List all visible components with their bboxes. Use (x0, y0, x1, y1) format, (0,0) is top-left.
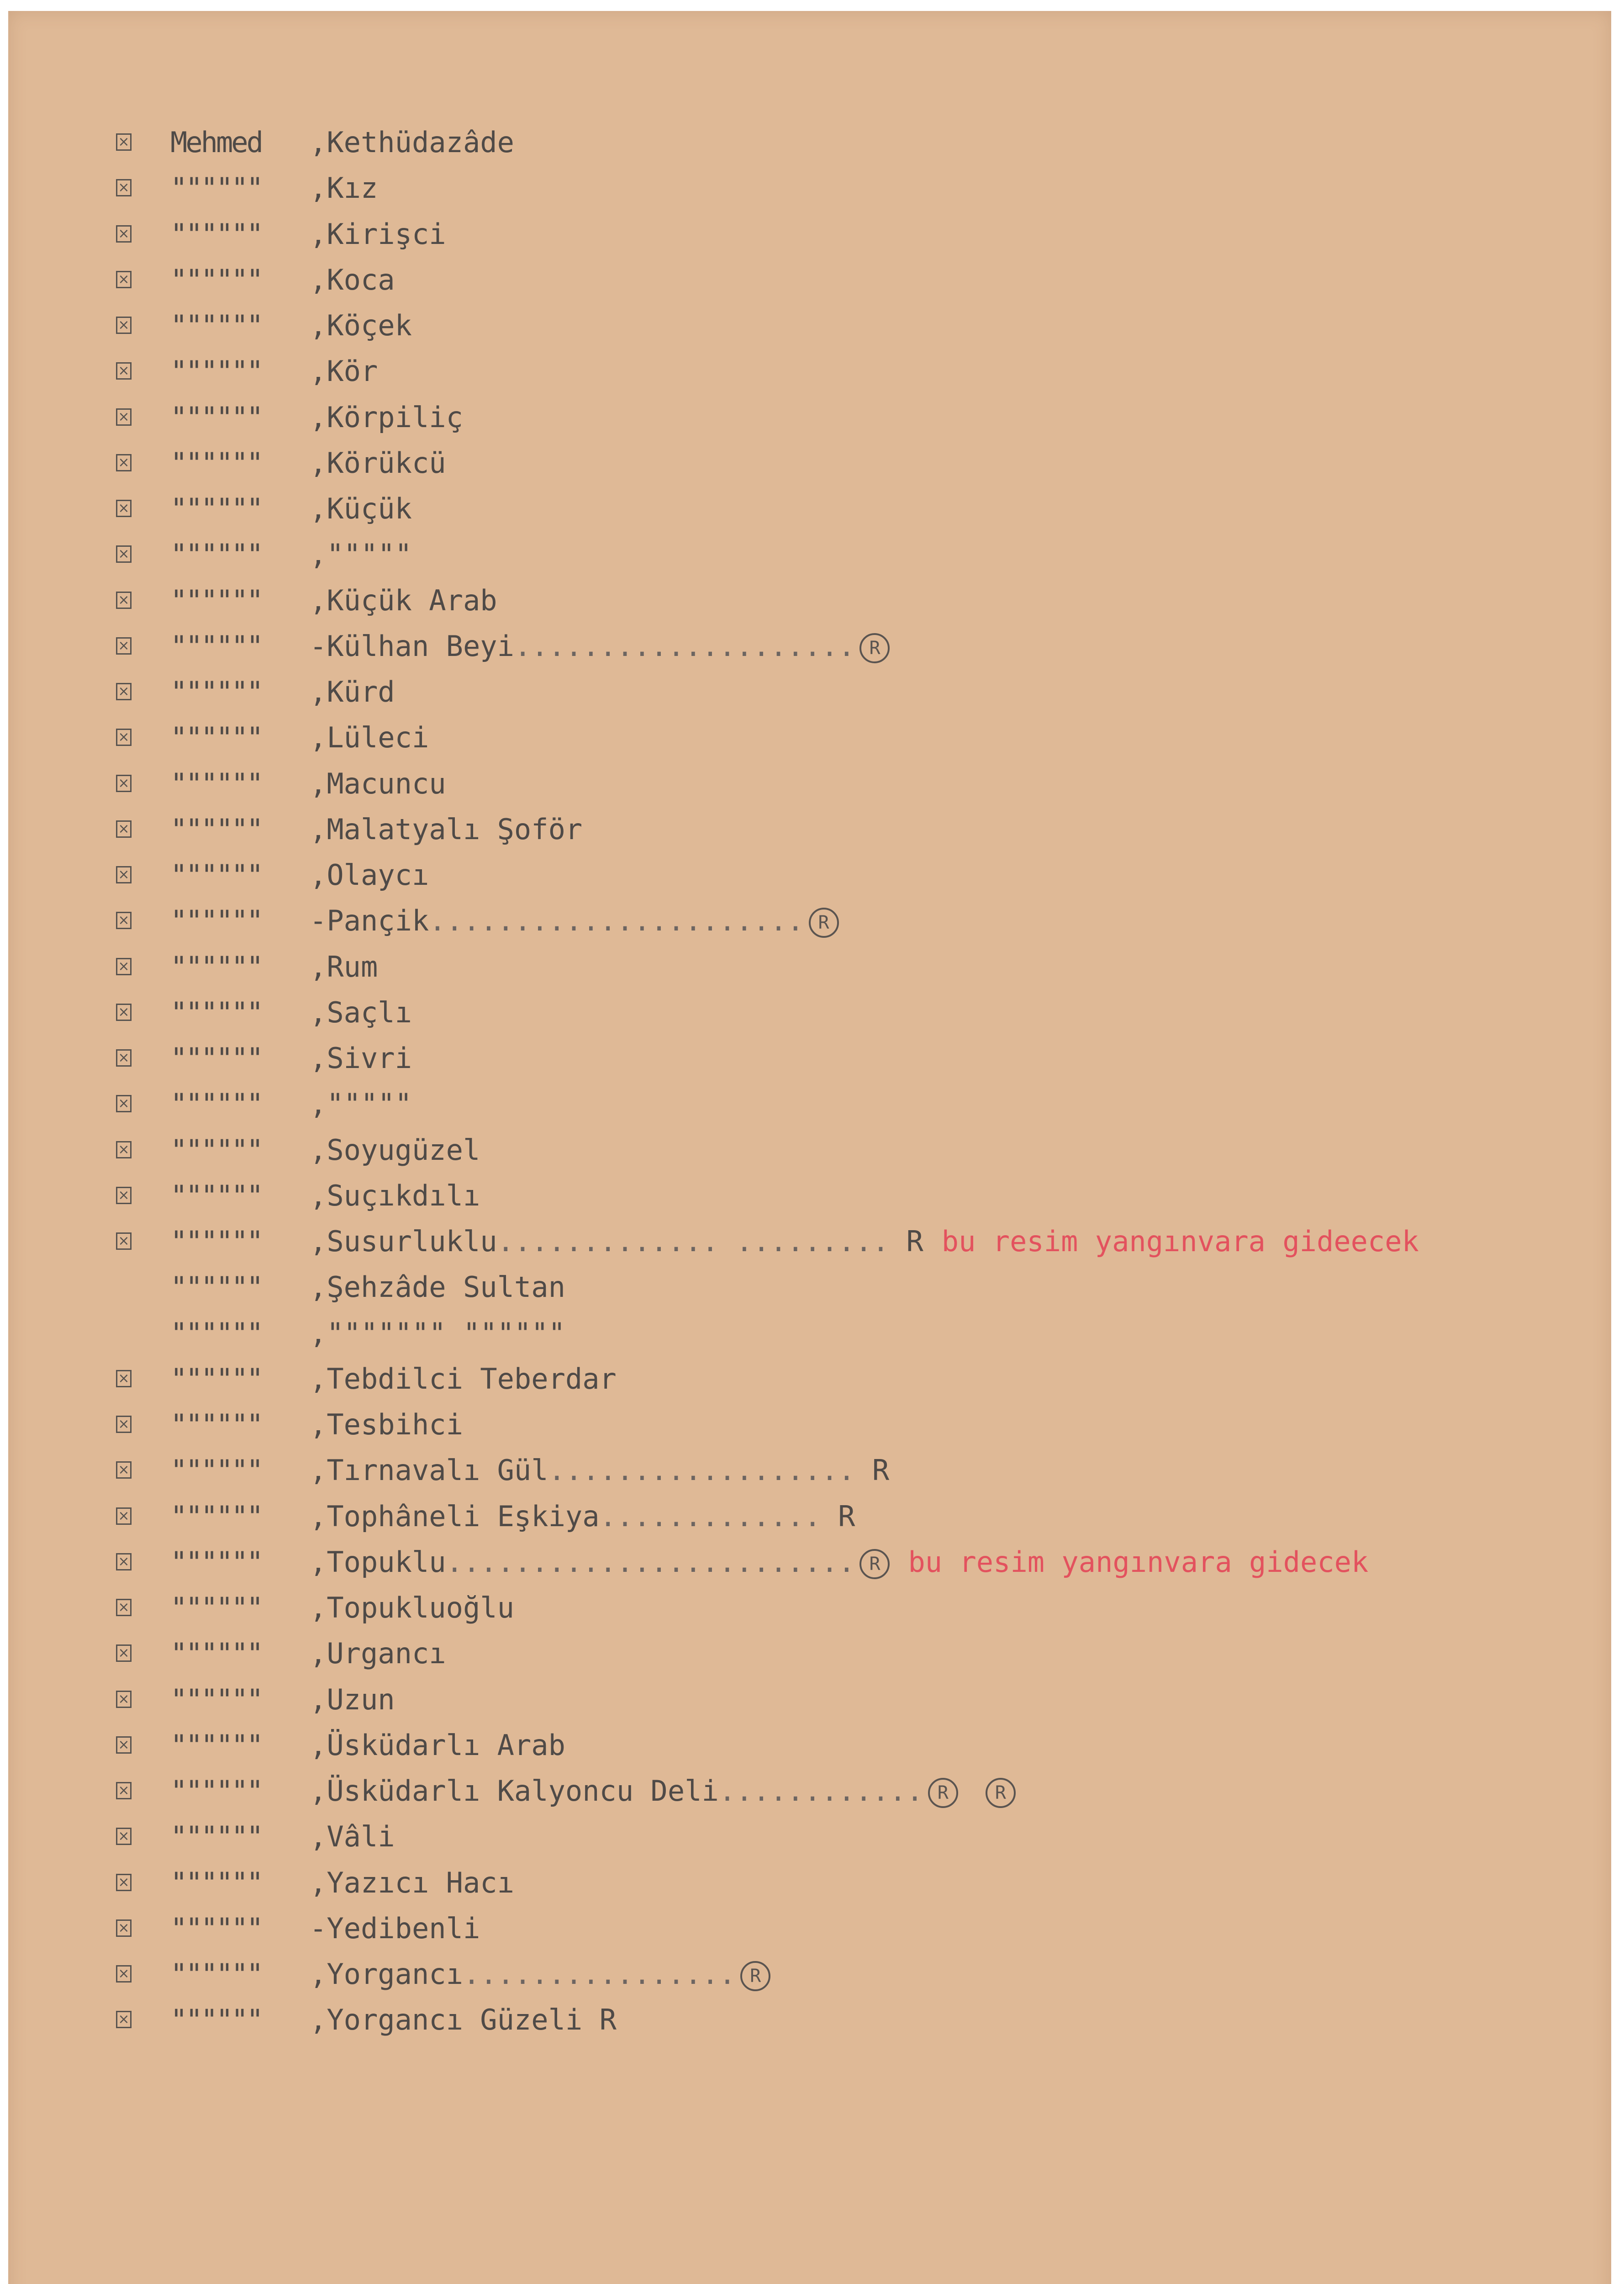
given-name: """""" (170, 812, 262, 846)
r-mark: R (906, 1225, 923, 1258)
circled-r-stamp-icon: R (740, 1961, 770, 1991)
checkbox-mark-icon (116, 775, 132, 792)
entry-name-group (310, 303, 412, 349)
entry-name: -Külhan Beyi (310, 629, 514, 663)
entry-name-group (310, 990, 412, 1036)
entry-name: ,Küçük Arab (310, 583, 497, 617)
entry-name-group (310, 1081, 412, 1127)
list-item (8, 1219, 1611, 1264)
list-item (8, 1768, 1611, 1814)
entry-name-group (310, 1585, 514, 1631)
entry-name: ,Vâli (310, 1820, 395, 1854)
entry-name: ,Yazıcı Hacı (310, 1866, 514, 1899)
checkbox-mark-icon (116, 1049, 132, 1067)
checkbox-mark-icon (116, 179, 132, 196)
entry-name: ,Sivri (310, 1042, 412, 1075)
checkbox-mark-icon (116, 1232, 132, 1250)
given-name: """""" (170, 904, 262, 938)
checkbox-mark-icon (116, 912, 132, 929)
list-item (8, 1906, 1611, 1951)
leader-dots: ............. (599, 1499, 821, 1533)
given-name: """""" (170, 538, 262, 571)
entry-name-group (310, 578, 497, 624)
leader-dots: ............ (718, 1774, 923, 1808)
given-name: """""" (170, 1179, 262, 1212)
list-item (8, 1081, 1611, 1127)
entry-name-group (310, 1173, 480, 1219)
r-mark: R (838, 1499, 855, 1533)
red-note: bu resim yangınvara gidecek (908, 1545, 1369, 1579)
list-item (8, 165, 1611, 211)
given-name: """""" (170, 1225, 262, 1258)
given-name: """""" (170, 2003, 262, 2037)
entry-name-group (310, 1631, 446, 1676)
checkbox-mark-icon (116, 1553, 132, 1570)
entry-name: ,Olaycı (310, 858, 429, 892)
given-name: """""" (170, 1270, 262, 1304)
entry-name-group (310, 1219, 1419, 1264)
list-item (8, 1402, 1611, 1448)
given-name: """""" (170, 446, 262, 480)
list-item (8, 257, 1611, 303)
leader-dots: ........................ (446, 1545, 855, 1579)
entry-name: ,Üsküdarlı Arab (310, 1728, 565, 1762)
checkbox-mark-icon (116, 317, 132, 334)
entry-name: ,Suçıkdılı (310, 1179, 480, 1212)
list-item (8, 211, 1611, 257)
entry-name-group (310, 1906, 480, 1951)
entry-name: -Yedibenli (310, 1911, 480, 1945)
checkbox-mark-icon (116, 362, 132, 380)
entry-name-group (310, 165, 378, 211)
list-item (8, 395, 1611, 440)
checkbox-mark-icon (116, 1736, 132, 1754)
given-name: """""" (170, 1545, 262, 1579)
entry-name: ,Şehzâde Sultan (310, 1270, 565, 1304)
entry-name-group (310, 211, 446, 257)
entry-name: -Pançik (310, 904, 429, 938)
given-name: """""" (170, 492, 262, 525)
entry-name-group (310, 1448, 889, 1493)
checkbox-mark-icon (116, 820, 132, 838)
given-name: """""" (170, 1408, 262, 1441)
entry-name-group (310, 1264, 565, 1310)
entry-name: ,Malatyalı Şoför (310, 812, 583, 846)
list-item (8, 1723, 1611, 1768)
list-item (8, 898, 1611, 944)
entry-name: ,Macuncu (310, 767, 446, 800)
given-name: """""" (170, 1728, 262, 1762)
entry-name: ,Yorgancı Güzeli (310, 2003, 583, 2037)
entry-name-group (310, 1997, 617, 2043)
list-item (8, 669, 1611, 715)
checkbox-mark-icon (116, 2011, 132, 2028)
given-name: """""" (170, 309, 262, 342)
given-name: """""" (170, 1682, 262, 1716)
entry-name: ,Tophâneli Eşkiya (310, 1499, 600, 1533)
checkbox-mark-icon (116, 958, 132, 975)
entry-name: ,Tesbihci (310, 1408, 463, 1441)
entry-name-group (310, 715, 429, 761)
checkbox-mark-icon (116, 545, 132, 563)
entry-name: ,Susurluklu (310, 1225, 497, 1258)
entry-name: ,Urgancı (310, 1637, 446, 1671)
checkbox-mark-icon (116, 1507, 132, 1525)
given-name: """""" (170, 1454, 262, 1487)
red-note: bu resim yangınvara gideecek (941, 1225, 1419, 1258)
entry-name-group (310, 669, 395, 715)
list-item (8, 532, 1611, 577)
entry-name: ,Soyugüzel (310, 1133, 480, 1167)
given-name: """""" (170, 1774, 262, 1808)
given-name: """""" (170, 400, 262, 434)
list-item (8, 1814, 1611, 1860)
given-name: """""" (170, 1866, 262, 1899)
leader-dots: .................. (548, 1454, 855, 1487)
given-name: """""" (170, 1499, 262, 1533)
list-item (8, 1127, 1611, 1173)
entry-name: ,Koca (310, 263, 395, 296)
list-item (8, 440, 1611, 486)
given-name: """""" (170, 1316, 262, 1350)
entry-name-group (310, 1311, 565, 1356)
circled-r-stamp-icon: R (986, 1778, 1016, 1808)
entry-name-group (310, 1768, 1016, 1814)
checkbox-mark-icon (116, 1691, 132, 1708)
checkbox-mark-icon (116, 1828, 132, 1845)
entry-name-group (310, 1860, 514, 1906)
checkbox-mark-icon (116, 1782, 132, 1799)
list-item (8, 807, 1611, 852)
list-item (8, 1951, 1611, 1997)
entry-name-group (310, 761, 446, 807)
entry-name-group (310, 1539, 1368, 1585)
given-name: """""" (170, 217, 262, 251)
checkbox-mark-icon (116, 637, 132, 655)
checkbox-mark-icon (116, 1919, 132, 1937)
checkbox-mark-icon (116, 1599, 132, 1616)
list-item (8, 624, 1611, 669)
given-name: """""" (170, 583, 262, 617)
entry-name: ,Kız (310, 171, 378, 205)
given-name: """""" (170, 995, 262, 1029)
given-name: """""" (170, 858, 262, 892)
entry-name-group (310, 1814, 395, 1860)
circled-r-stamp-icon: R (859, 1549, 890, 1579)
list-item (8, 1585, 1611, 1631)
checkbox-mark-icon (116, 592, 132, 609)
circled-r-stamp-icon: R (928, 1778, 958, 1808)
list-item (8, 990, 1611, 1036)
entry-name-group (310, 120, 514, 165)
leader-dots: ...................... (429, 904, 804, 938)
entry-name: ,Kethüdazâde (310, 126, 514, 159)
entry-name-group (310, 1036, 412, 1081)
entry-name: ,""""" (310, 1087, 412, 1121)
given-name: """""" (170, 721, 262, 755)
entry-name-group (310, 624, 890, 669)
entry-name: ,Uzun (310, 1682, 395, 1716)
checkbox-mark-icon (116, 1965, 132, 1983)
entry-name-group (310, 1494, 855, 1539)
checkbox-mark-icon (116, 454, 132, 471)
checkbox-mark-icon (116, 1004, 132, 1021)
given-name: """""" (170, 1957, 262, 1991)
entry-name: ,Körükcü (310, 446, 446, 480)
list-item (8, 1173, 1611, 1219)
checkbox-mark-icon (116, 683, 132, 700)
entry-name: ,Tırnavalı Gül (310, 1454, 548, 1487)
list-item (8, 1860, 1611, 1906)
leader-dots: ............. ......... (497, 1225, 890, 1258)
list-item (8, 944, 1611, 990)
entry-name: ,Kürd (310, 675, 395, 708)
entry-name-group (310, 898, 839, 944)
checkbox-mark-icon (116, 1370, 132, 1387)
list-item (8, 578, 1611, 624)
given-name: """""" (170, 675, 262, 708)
list-item (8, 715, 1611, 761)
list-item (8, 1539, 1611, 1585)
given-name: """""" (170, 171, 262, 205)
entry-name: ,Körpiliç (310, 400, 463, 434)
entry-name-group (310, 1402, 463, 1448)
entry-name: ,Topukluoğlu (310, 1591, 514, 1624)
checkbox-mark-icon (116, 408, 132, 426)
entry-name: ,Lüleci (310, 721, 429, 755)
entry-name-group (310, 1723, 565, 1768)
r-mark: R (872, 1454, 890, 1487)
entry-name-group (310, 486, 412, 532)
list-item (8, 1494, 1611, 1539)
given-name: """""" (170, 629, 262, 663)
checkbox-mark-icon (116, 1187, 132, 1204)
entry-name: ,Tebdilci Teberdar (310, 1362, 617, 1396)
list-item (8, 303, 1611, 349)
list-item (8, 1311, 1611, 1356)
entry-name: ,Saçlı (310, 995, 412, 1029)
given-name: """""" (170, 950, 262, 983)
entry-name-group (310, 440, 446, 486)
leader-dots: ................ (463, 1957, 736, 1991)
checkbox-mark-icon (116, 1874, 132, 1891)
typed-sheet (8, 11, 1611, 2284)
entry-name-group (310, 532, 412, 577)
list-item (8, 852, 1611, 898)
checkbox-mark-icon (116, 1416, 132, 1433)
list-item (8, 761, 1611, 807)
entry-name-group (310, 349, 378, 394)
given-name: """""" (170, 1087, 262, 1121)
checkbox-mark-icon (116, 866, 132, 883)
given-name: """""" (170, 1362, 262, 1396)
entry-name: ,""""" (310, 538, 412, 571)
given-name: """""" (170, 1133, 262, 1167)
entry-name-group (310, 807, 582, 852)
given-name: """""" (170, 263, 262, 296)
entry-name-group (310, 257, 395, 303)
leader-dots: .................... (514, 629, 855, 663)
circled-r-stamp-icon: R (859, 633, 890, 663)
entry-name: ,Üsküdarlı Kalyoncu Deli (310, 1774, 719, 1808)
list-item (8, 1036, 1611, 1081)
list-item (8, 1356, 1611, 1402)
list-item (8, 349, 1611, 394)
checkbox-mark-icon (116, 271, 132, 288)
entry-name-group (310, 1951, 770, 1997)
given-name: Mehmed (170, 126, 262, 159)
entry-name: ,Köçek (310, 309, 412, 342)
given-name: """""" (170, 1820, 262, 1854)
checkbox-mark-icon (116, 1095, 132, 1112)
checkbox-mark-icon (116, 225, 132, 243)
entry-name-group (310, 1127, 480, 1173)
entry-name: ,Kör (310, 354, 378, 388)
entry-name: ,Topuklu (310, 1545, 446, 1579)
entry-name-group (310, 944, 378, 990)
r-mark: R (599, 2003, 617, 2037)
checkbox-mark-icon (116, 1461, 132, 1479)
checkbox-mark-icon (116, 1644, 132, 1662)
entry-name-group (310, 1356, 617, 1402)
entry-name-group (310, 1677, 395, 1723)
entry-name: ,Rum (310, 950, 378, 983)
given-name: """""" (170, 1042, 262, 1075)
checkbox-mark-icon (116, 1141, 132, 1158)
entry-name: ,""""""" """""" (310, 1316, 565, 1350)
given-name: """""" (170, 767, 262, 800)
entry-name: ,Küçük (310, 492, 412, 525)
list-item (8, 120, 1611, 165)
entry-name-group (310, 852, 429, 898)
given-name: """""" (170, 354, 262, 388)
given-name: """""" (170, 1637, 262, 1671)
checkbox-mark-icon (116, 729, 132, 746)
list-item (8, 1677, 1611, 1723)
list-item (8, 1997, 1611, 2043)
entry-name-group (310, 395, 463, 440)
list-item (8, 1448, 1611, 1493)
given-name: """""" (170, 1591, 262, 1624)
checkbox-mark-icon (116, 500, 132, 517)
circled-r-stamp-icon: R (809, 908, 839, 938)
list-item (8, 1264, 1611, 1310)
list-item (8, 1631, 1611, 1676)
list-item (8, 486, 1611, 532)
checkbox-mark-icon (116, 133, 132, 151)
entry-name: ,Yorgancı (310, 1957, 463, 1991)
entry-name: ,Kirişci (310, 217, 446, 251)
given-name: """""" (170, 1911, 262, 1945)
